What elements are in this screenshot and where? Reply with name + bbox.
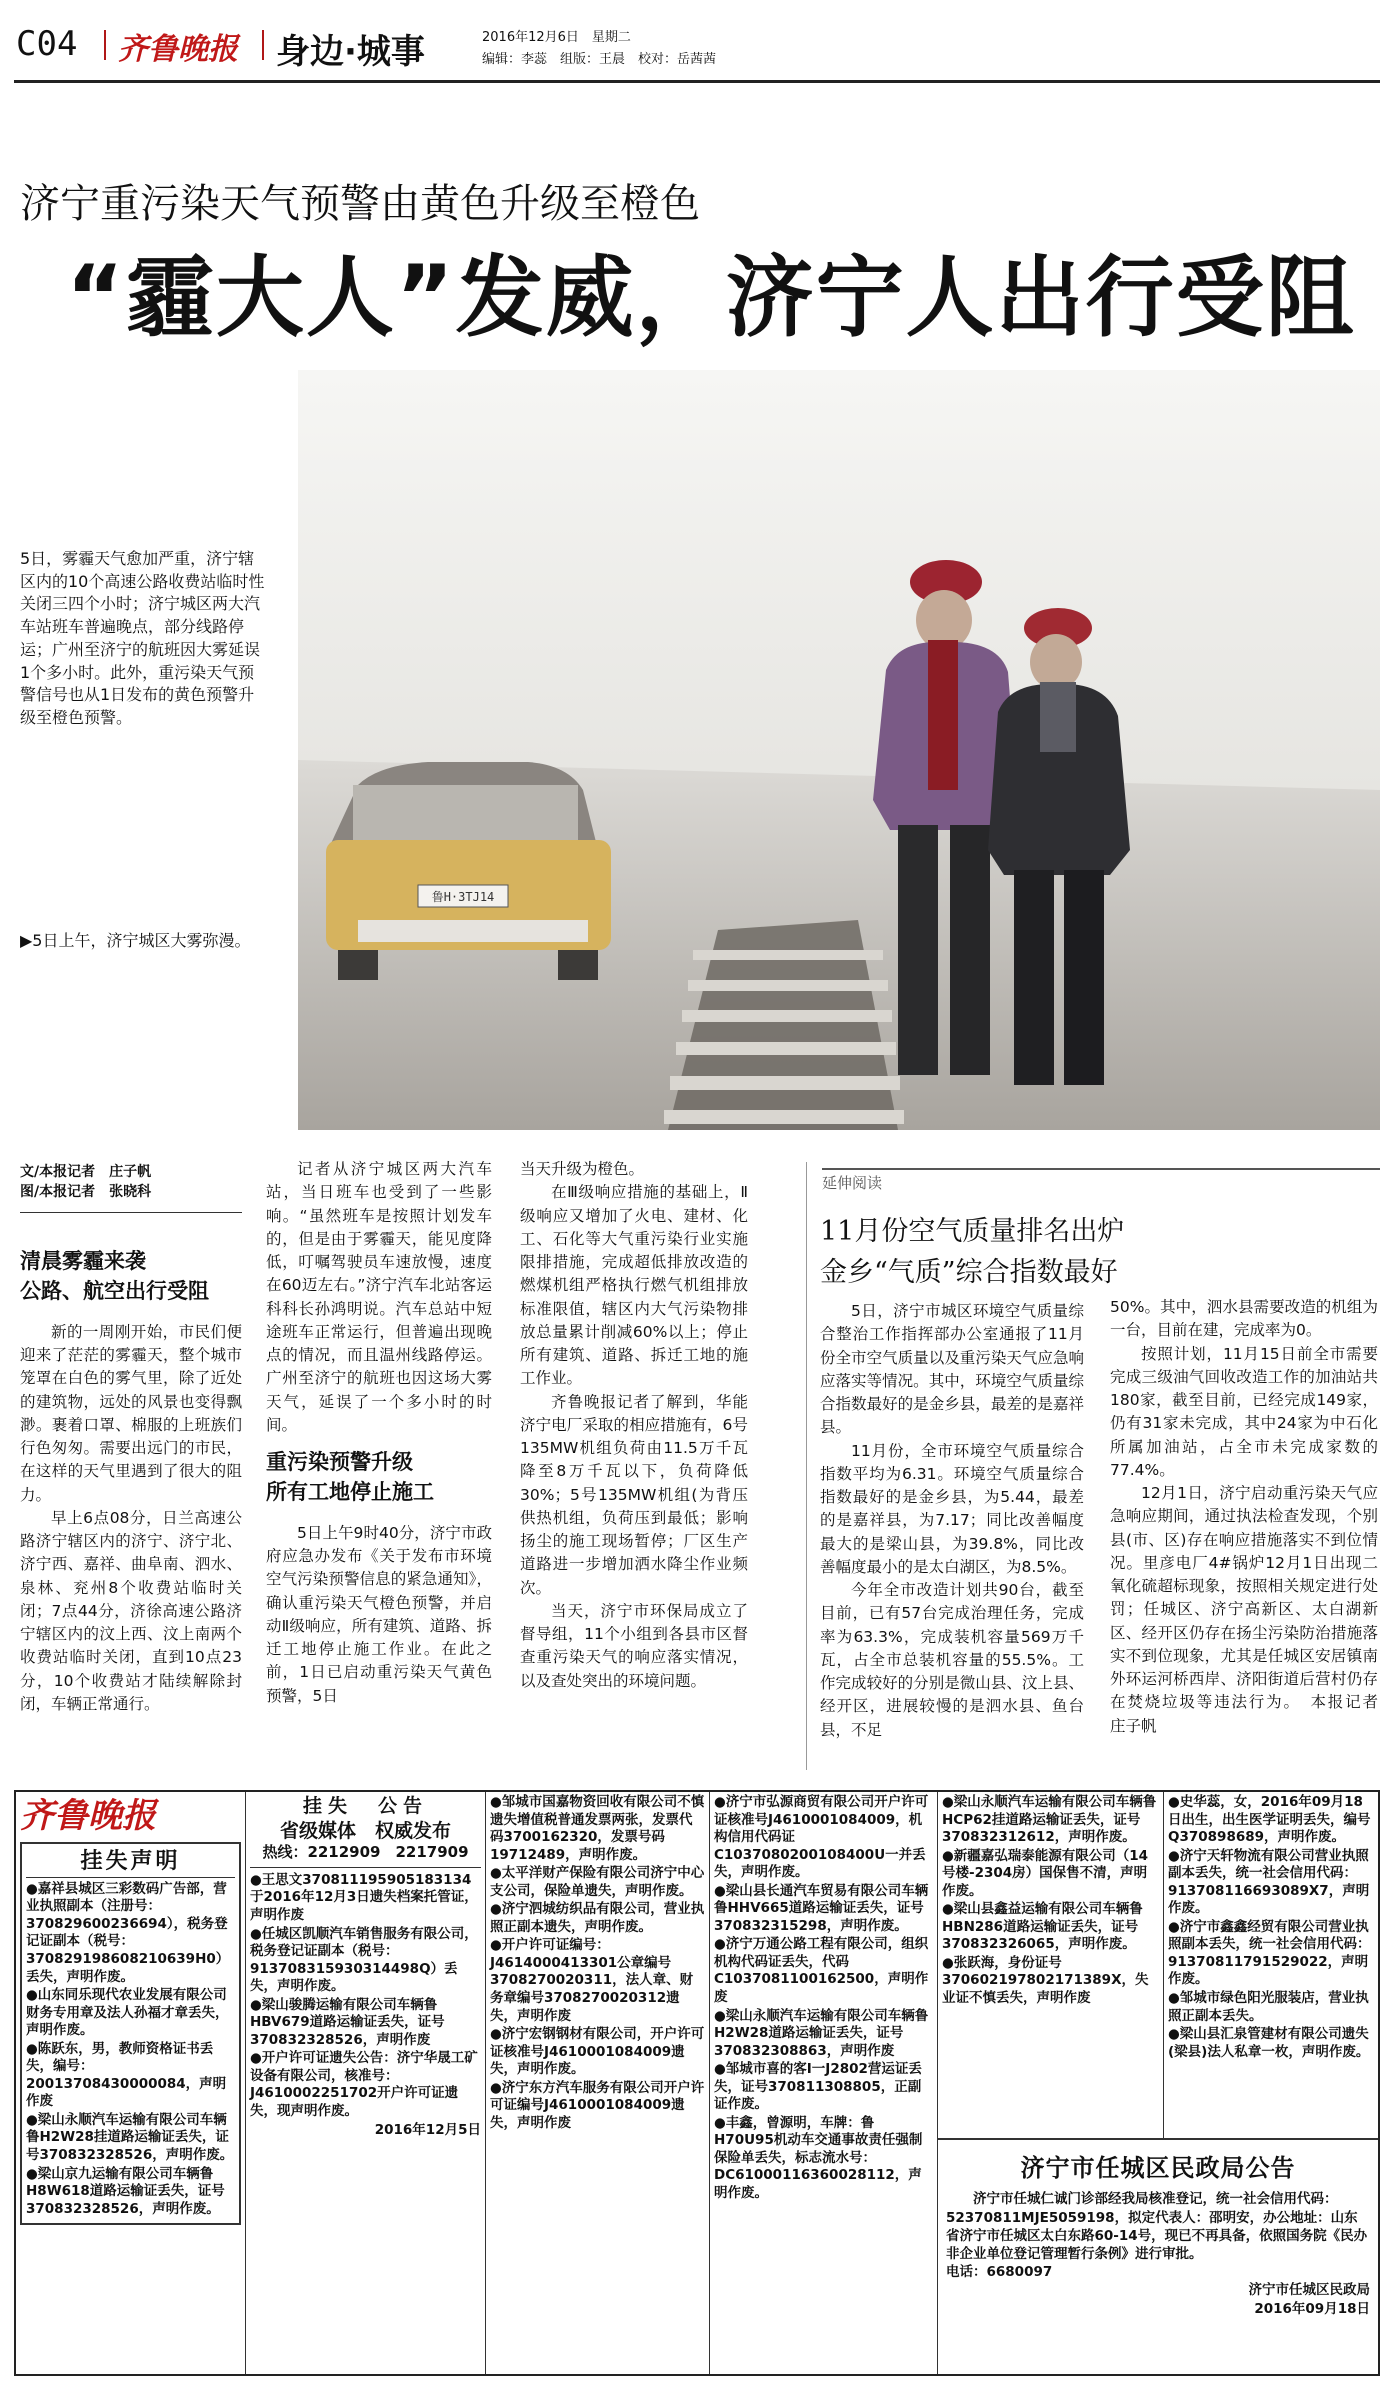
article-column-2 bbox=[266, 1158, 492, 1708]
ad-date: 2016年12月5日 bbox=[374, 2121, 481, 2138]
ads-column-1 bbox=[16, 1792, 246, 2374]
ad-item: ●嘉祥县城区三彩数码广告部，营业执照副本（注册号：370829600236694），税务登记证副本（税号：370829198608210639H0）丢失，声明作废。 bbox=[26, 1880, 230, 1985]
article-paragraph: 记者从济宁城区两大汽车站，当日班车也受到了一些影响。“虽然班车是按照计划发车的，但是由于雾霾天，能见度降低，叮嘱驾驶员车速放慢，速度在60迈左右。”济宁汽车北站客运科科长孙鸿明说。汽车总站中短途班车正常运行，但普遍出现晚点的情况，而且温州线路停运。广州至济宁的航班也因这场大雾天气，延误了一个多小时的时间。 bbox=[266, 1160, 492, 1434]
header-rule bbox=[14, 80, 1380, 83]
sidebar-paragraph: 50%。其中，泗水县需要改造的机组为一台，目前在建，完成率为0。 bbox=[1110, 1298, 1378, 1340]
lost-notice-box bbox=[20, 1842, 241, 2225]
ad-item: ●开户许可证编号：J4614000413301公章编号3708270020311，法人章、财务章编号3708270020312遗失，声明作废 bbox=[490, 1937, 694, 2024]
article-byline bbox=[20, 1162, 151, 1203]
sidebar-column-2 bbox=[1110, 1296, 1394, 1738]
ad-item: ●邹城市绿色阳光服装店，营业执照正副本丢失。 bbox=[1168, 1990, 1369, 2024]
byline-rule bbox=[20, 1212, 242, 1213]
article-paragraph: 5日上午9时40分，济宁市政府应急办发布《关于发布市环境空气污染预警信息的紧急通知》，确认重污染天气橙色预警，并启动Ⅱ级响应，所有建筑、道路、拆迁工地停止施工作业。在此之前，1日已启动重污染天气黄色预警，5日 bbox=[266, 1523, 492, 1705]
license-plate: 鲁H·3TJ14 bbox=[431, 890, 495, 904]
ad-item: ●山东同乐现代农业发展有限公司财务专用章及法人孙福才章丢失，声明作废。 bbox=[26, 1987, 229, 2039]
header-divider bbox=[262, 30, 264, 60]
sidebar-paragraph: 按照计划，11月15日前全市需要完成三级油气回收改造工作的加油站共180家，截至目前，已经完成149家，仍有31家未完成，其中24家为中石化所属加油站，占全市未完成家数的77.4%。 bbox=[1110, 1344, 1378, 1479]
sidebar-header bbox=[822, 1168, 1380, 1190]
photo-caption-main: 5日，雾霾天气愈加严重，济宁辖区内的10个高速公路收费站临时性关闭三四个小时；济宁城区两大汽车站班车普遍晚点，部分线路停运；广州至济宁的航班因大雾延误1个多小时。此外，重污染天气预警信号也从1日发布的黄色预警升级至橙色预警。 bbox=[20, 549, 265, 728]
sidebar-paragraph: 11月份，全市环境空气质量综合指数平均为6.31。环境空气质量综合指数最好的是金乡县，为5.44，最差的是嘉祥县，为7.17；同比改善幅度最大的是梁山县，为39.8%，同比改善幅度最小的是太白湖区，为8.5%。 bbox=[820, 1441, 1084, 1576]
ad-item: ●梁山京九运输有限公司车辆鲁H8W618道路运输证丢失，证号370832328526，声明作废。 bbox=[26, 2165, 225, 2217]
article-title: “霾大人”发威，济宁人出行受阻 bbox=[66, 246, 1356, 349]
byline-photographer: 图/本报记者 张晓科 bbox=[20, 1184, 152, 1201]
ad-item: ●济宁宏钢钢材有限公司，开户许可证核准号J4610001084009遗失，声明作废。 bbox=[490, 2026, 705, 2078]
sidebar-paragraph: 5日，济宁市城区环境空气质量综合整治工作指挥部办公室通报了11月份全市空气质量以及重污染天气应急响应落实等情况。其中，环境空气质量综合指数最好的是金乡县，最差的是嘉祥县。 bbox=[820, 1302, 1084, 1437]
subhead-warning: 重污染预警升级 所有工地停止施工 bbox=[266, 1450, 434, 1505]
ad-item: ●梁山县鑫益运输有限公司车辆鲁HBN286道路运输证丢失，证号370832326065，声明作废。 bbox=[942, 1901, 1143, 1953]
photo-caption-secondary: ▶5日上午，济宁城区大雾弥漫。 bbox=[20, 931, 251, 950]
article-paragraph: 在Ⅲ级响应措施的基础上，Ⅱ级响应又增加了火电、建材、化工、石化等大气重污染行业实施限排措施，完成超低排放改造的燃煤机组严格执行燃气机组排放标准限值，辖区内大气污染物排放总量累计削减60%以上；停止所有建筑、道路、拆迁工地的施工作业。 bbox=[520, 1183, 748, 1388]
article-paragraph: 当天升级为橙色。 bbox=[520, 1160, 645, 1178]
gov-notice-signature: 济宁市任城区民政局 bbox=[1248, 2282, 1370, 2299]
paper-logo: 齐鲁晚报 bbox=[118, 32, 238, 67]
page-header bbox=[14, 22, 1380, 70]
article-kicker: 济宁重污染天气预警由黄色升级至橙色 bbox=[20, 181, 700, 227]
gov-notice-body: 济宁市任城仁诚门诊部经我局核准登记，统一社会信用代码：52370811MJE5059198，拟定代表人：邵明安，办公地址：山东省济宁市任城区太白东路60-14号，现已不再具备，依照国务院《民办非企业单位登记管理暂行条例》进行审批。 bbox=[946, 2191, 1368, 2263]
gov-notice-phone: 电话：6680097 bbox=[946, 2264, 1053, 2281]
article-paragraph: 早上6点08分，日兰高速公路济宁辖区内的济宁、济宁北、济宁西、嘉祥、曲阜南、泗水、泉林、兖州8个收费站临时关闭；7点44分，济徐高速公路济宁辖区内的汶上西、汶上南两个收费站临时关闭，直到10点23分，10个收费站才陆续解除封闭，车辆正常通行。 bbox=[20, 1508, 242, 1713]
ad-item: ●梁山县长通汽车贸易有限公司车辆鲁HHV665道路运输证丢失，证号370832315298，声明作废。 bbox=[714, 1882, 929, 1934]
ad-item: ●陈跃东，男，教师资格证书丢失，编号：20013708430000084，声明作废 bbox=[26, 2040, 227, 2110]
ad-item: ●丰鑫，曾源明，车牌：鲁H70U95机动车交通事故责任强制保险单丢失，标志流水号：DC61000116360028112，声明作废。 bbox=[714, 2114, 923, 2202]
sidebar-paragraph: 今年全市改造计划共90台，截至目前，已有57台完成治理任务，完成率为63.3%，完成装机容量569万千瓦，占全市总装机容量的55.5%。工作完成较好的分别是微山县、汶上县、经开区，进展较慢的是泗水县、鱼台县，不足 bbox=[820, 1581, 1084, 1739]
ads-banner-title: 挂失 公告 bbox=[302, 1795, 428, 1817]
ad-item: ●开户许可证遗失公告：济宁华晟工矿设备有限公司，核准号：J4610002251702开户许可证遗失，现声明作废。 bbox=[250, 2050, 478, 2119]
gov-notice bbox=[938, 2138, 1378, 2374]
sidebar-tag: 延伸阅读 bbox=[822, 1174, 883, 1192]
ad-item: ●梁山永顺汽车运输有限公司车辆鲁HCP62挂道路运输证丢失，证号370832312612，声明作废。 bbox=[942, 1794, 1157, 1846]
ad-item: ●邹城市国嘉物资回收有限公司不慎遗失增值税普通发票两张，发票代码3700162320，发票号码19712489，声明作废。 bbox=[490, 1794, 705, 1863]
gov-notice-date: 2016年09月18日 bbox=[1254, 2300, 1370, 2317]
editor-credits: 编辑：李蕊 组版：王晨 校对：岳茜茜 bbox=[482, 52, 717, 67]
ad-item: ●王思文370811195905183134于2016年12月3日遗失档案托管证，声明作废 bbox=[250, 1871, 478, 1923]
ad-item: ●梁山骏腾运输有限公司车辆鲁HBV679道路运输证丢失，证号370832328526，声明作废 bbox=[250, 1996, 445, 2048]
ads-column-4 bbox=[710, 1792, 938, 2374]
ad-item: ●张跃海，身份证号370602197802171389X，失业证不慎丢失，声明作废 bbox=[942, 1954, 1149, 2007]
section-title: 身边·城事 bbox=[276, 32, 425, 72]
sidebar-title bbox=[820, 1212, 1124, 1293]
classified-ads bbox=[14, 1790, 1380, 2376]
ads-column-2 bbox=[246, 1792, 486, 2374]
ads-hotline: 热线：2212909 2217909 bbox=[262, 1843, 469, 1862]
issue-date: 2016年12月6日 星期二 bbox=[482, 30, 631, 45]
sidebar-column-1 bbox=[820, 1300, 1084, 1742]
ad-item: ●济宁市弘源商贸有限公司开户许可证核准号J4610001084009，机构信用代码证C1037080200108400U一并丢失，声明作废。 bbox=[714, 1794, 929, 1881]
article-paragraph: 齐鲁晚报记者了解到，华能济宁电厂采取的相应措施有，6号135MW机组负荷由11.5万千瓦降至8万千瓦以下，负荷降低30%；5号135MW机组(为背压供热机组，负荷压到最低；影响扬尘的施工现场暂停；厂区生产道路进一步增加洒水降尘作业频次。 bbox=[520, 1392, 748, 1597]
smog-street-photo bbox=[298, 370, 1380, 1130]
article-paragraph: 新的一周刚开始，市民们便迎来了茫茫的雾霾天，整个城市笼罩在白色的雾气里，除了近处的建筑物，远处的风景也变得飘渺。裹着口罩、棉服的上班族们行色匆匆。需要出远门的市民，在这样的天气里遇到了很大的阻力。 bbox=[20, 1322, 242, 1504]
ads-paper-logo: 齐鲁晚报 bbox=[20, 1796, 156, 1836]
ad-item: ●新疆嘉弘瑞泰能源有限公司（14号楼-2304房）国保售不清，声明作废。 bbox=[942, 1847, 1149, 1899]
header-divider bbox=[104, 30, 106, 60]
sidebar-title-line-1: 11月份空气质量排名出炉 bbox=[820, 1216, 1125, 1247]
article-column-3 bbox=[520, 1158, 748, 1693]
ad-item: ●梁山永顺汽车运输有限公司车辆鲁H2W28道路运输证丢失，证号370832308863，声明作废 bbox=[714, 2007, 929, 2059]
ad-item: ●任城区凯顺汽车销售服务有限公司，税务登记证副本（税号：913708315930314498Q）丢失，声明作废。 bbox=[250, 1925, 478, 1995]
ad-item: ●济宁万通公路工程有限公司，组织机构代码证丢失，代码C1037081100162500，声明作废 bbox=[714, 1936, 929, 2006]
ad-item: ●济宁泗城纺织品有限公司，营业执照正副本遗失，声明作废。 bbox=[490, 1901, 705, 1935]
article-column-1 bbox=[20, 1246, 242, 1716]
ad-item: ●济宁天轩物流有限公司营业执照副本丢失，统一社会信用代码：913708116693089X7，声明作废。 bbox=[1168, 1847, 1370, 1917]
ad-item: ●邹城市喜的客I一J2802营运证丢失，证号370811308805，正副证作废。 bbox=[714, 2061, 922, 2113]
page-number: C04 bbox=[16, 24, 78, 64]
column-divider bbox=[806, 1162, 807, 1770]
ad-item: ●济宁东方汽车服务有限公司开户许可证编号J4610001084009遗失，声明作废 bbox=[490, 2079, 705, 2131]
lost-notice-title: 挂失声明 bbox=[26, 1848, 235, 1878]
subhead-transport: 清晨雾霾来袭 公路、航空出行受阻 bbox=[20, 1249, 209, 1304]
article-paragraph: 当天，济宁市环保局成立了督导组，11个小组到各县市区督查重污染天气的响应落实情况，以及查处突出的环境问题。 bbox=[520, 1601, 748, 1690]
sidebar-title-line-2: 金乡“气质”综合指数最好 bbox=[820, 1256, 1118, 1288]
byline-writer: 文/本报记者 庄子帆 bbox=[20, 1164, 152, 1180]
ad-item: ●史华蕊，女，2016年09月18日出生，出生医学证明丢失，编号Q370898689，声明作废。 bbox=[1168, 1794, 1371, 1846]
ads-banner bbox=[250, 1794, 481, 1868]
sidebar-paragraph: 12月1日，济宁启动重污染天气应急响应期间，通过执法检查发现，个别县(市、区)存在响应措施落实不到位情况。里彦电厂4#锅炉12月1日出现二氧化硫超标现象，按照相关规定进行处罚；任城区、济宁高新区、太白湖新区、经开区仍存在扬尘污染防治措施落实不到位现象，尤其是任城区安居镇南外环运河桥西岸、济阳街道后营村仍存在焚烧垃圾等违法行为。 本报记者 庄子帆 bbox=[1110, 1484, 1394, 1735]
ad-item: ●梁山县汇泉管建材有限公司遗失(梁县)法人私章一枚，声明作废。 bbox=[1168, 2026, 1370, 2060]
gov-notice-title: 济宁市任城区民政局公告 bbox=[1020, 2154, 1296, 2182]
ad-item: ●太平洋财产保险有限公司济宁中心支公司，保险单遗失，声明作废。 bbox=[490, 1865, 705, 1899]
ad-item: ●梁山永顺汽车运输有限公司车辆鲁H2W28挂道路运输证丢失，证号370832328526，声明作废。 bbox=[26, 2111, 234, 2163]
ads-banner-slogan: 省级媒体 权威发布 bbox=[279, 1819, 451, 1842]
ads-column-3 bbox=[486, 1792, 710, 2374]
ad-item: ●济宁市鑫鑫经贸有限公司营业执照副本丢失，统一社会信用代码：91370811791529022，声明作废。 bbox=[1168, 1918, 1371, 1988]
